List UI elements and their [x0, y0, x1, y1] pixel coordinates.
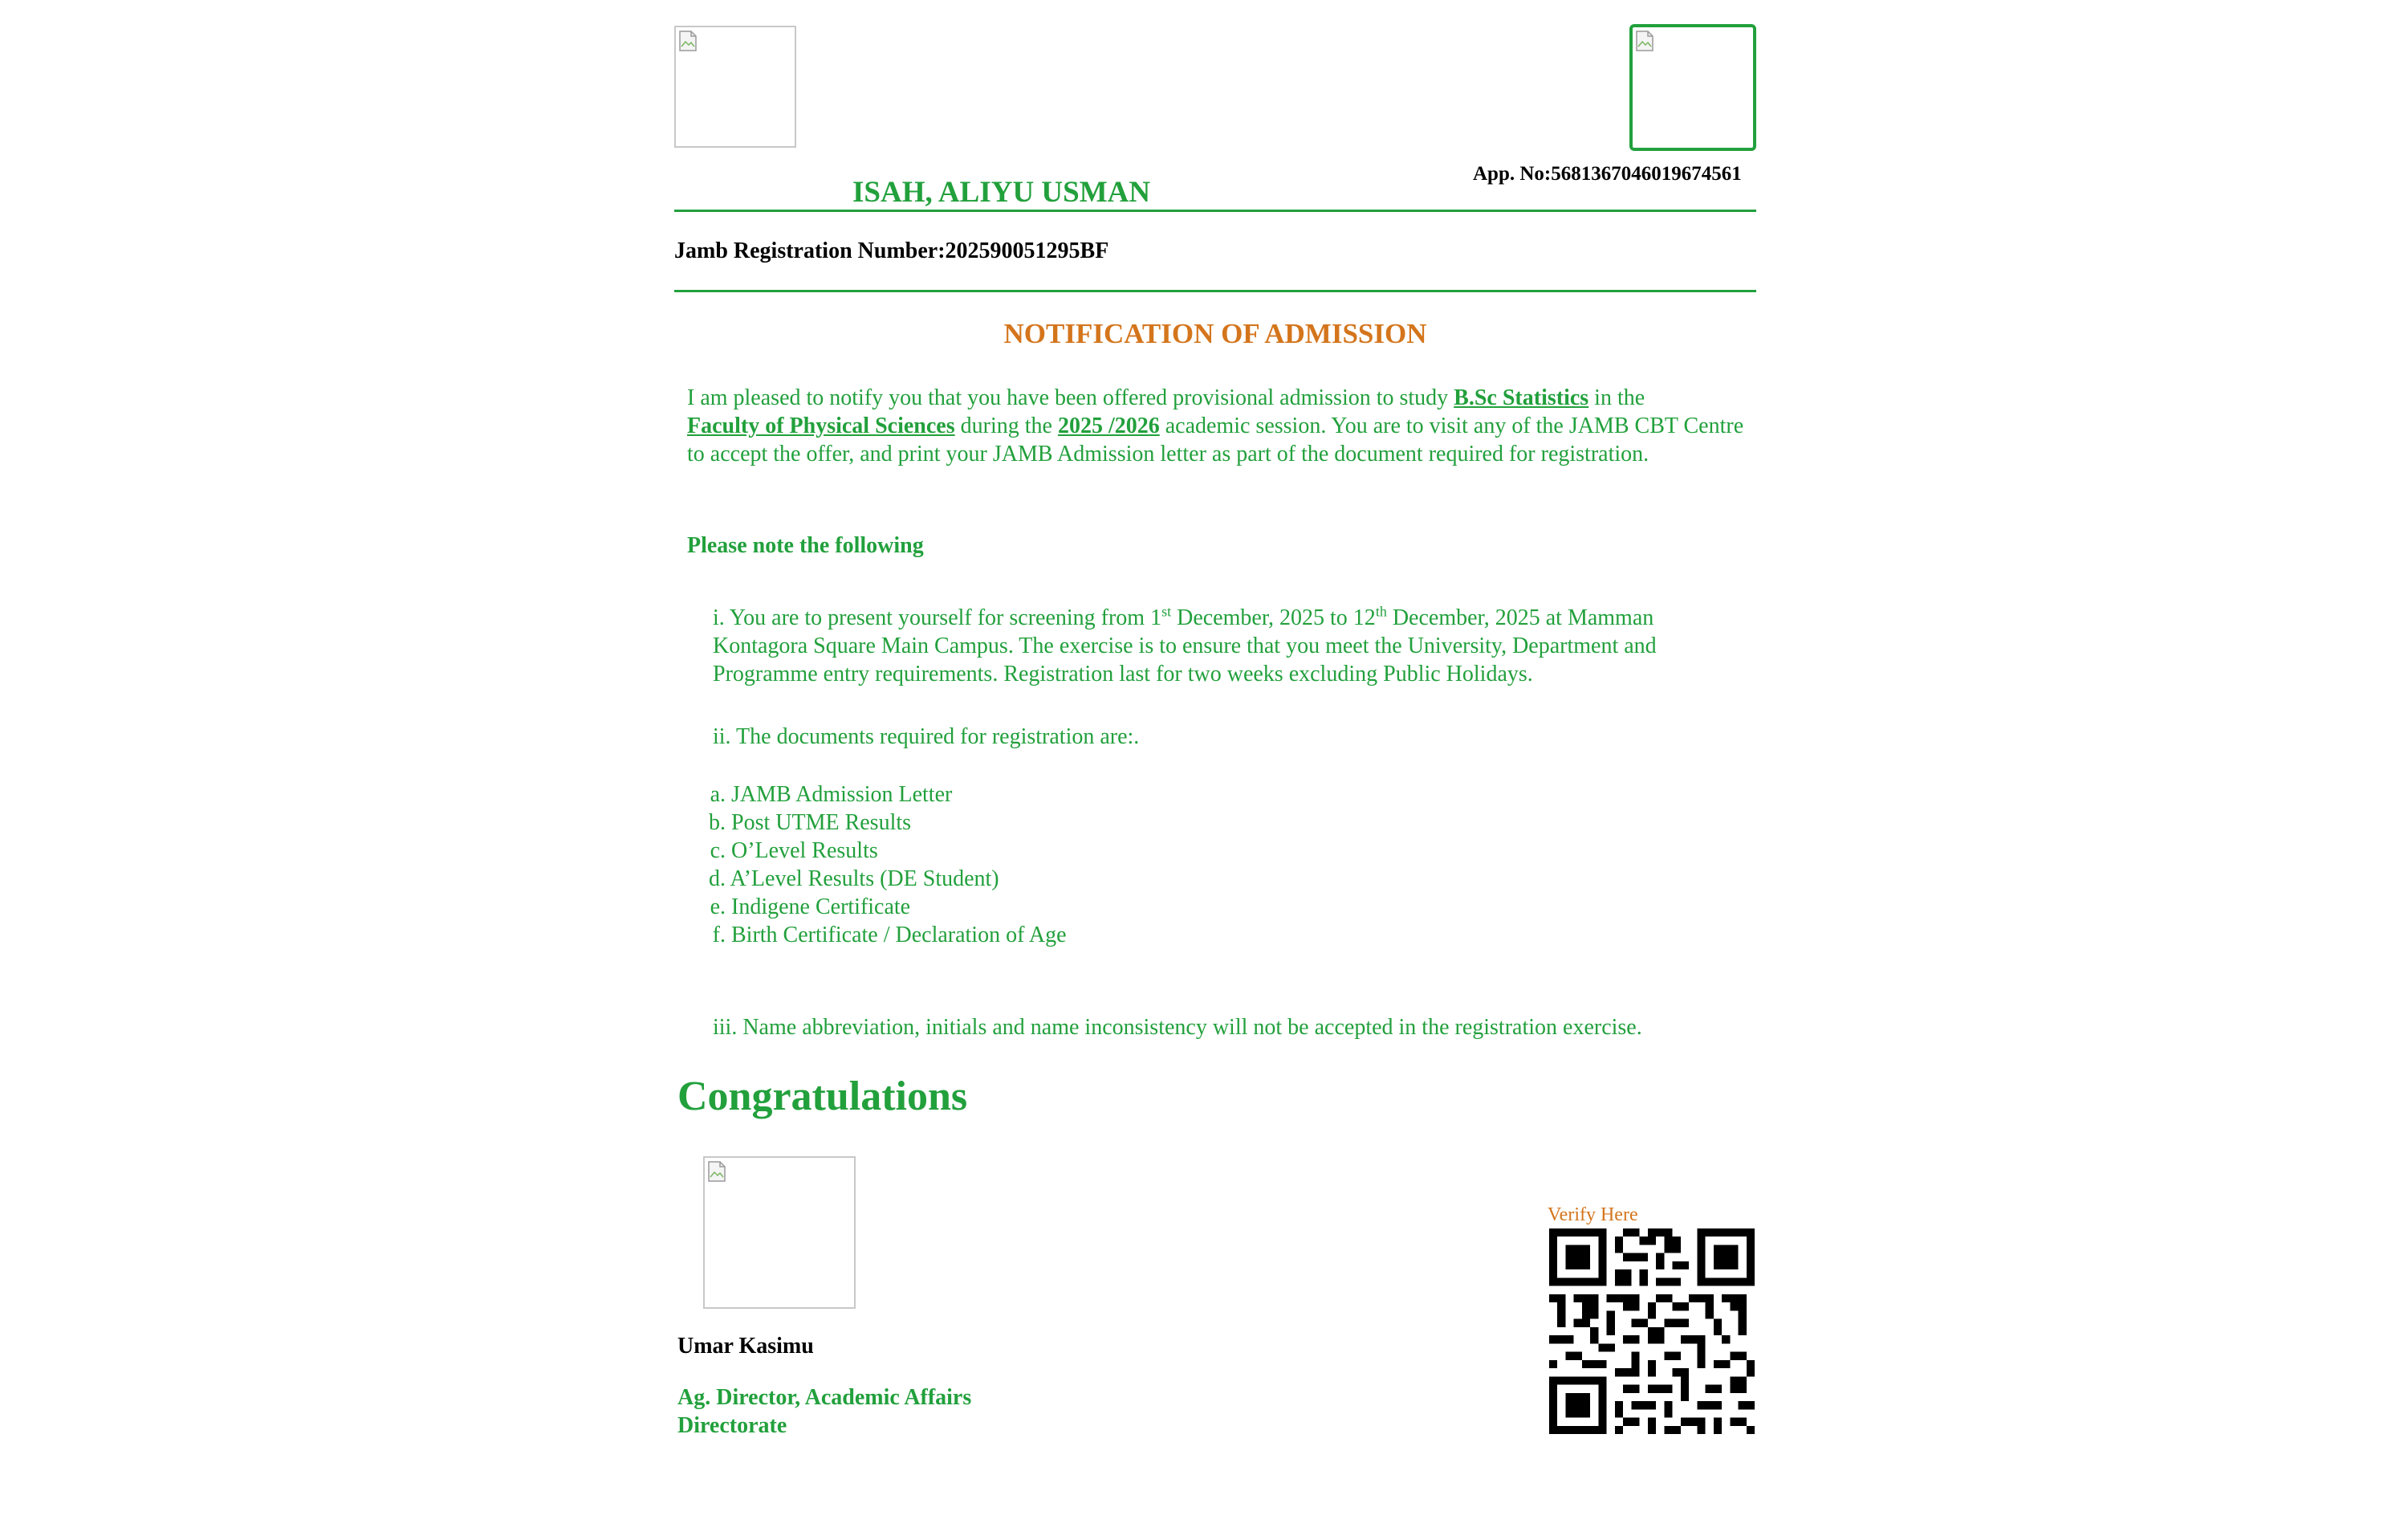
jamb-value: 202590051295BF	[945, 238, 1109, 263]
list-item	[702, 780, 952, 809]
jamb-registration-number	[674, 238, 1108, 264]
candidate-name: ISAH, ALIYU USMAN	[852, 176, 1151, 209]
university-logo-image	[674, 26, 796, 148]
list-marker: c.	[710, 838, 726, 863]
note-i-text-2: December, 2025 to 12	[1171, 605, 1376, 630]
signatory-title-line-1: Ag. Director, Academic Affairs	[677, 1385, 972, 1410]
note-i-sup-2: th	[1375, 603, 1387, 620]
signatory-title-line-2: Directorate	[677, 1413, 787, 1438]
notification-title: NOTIFICATION OF ADMISSION	[1003, 318, 1427, 349]
list-item	[702, 837, 878, 865]
offer-paragraph	[687, 384, 1747, 468]
list-text: A’Level Results (DE Student)	[730, 866, 999, 891]
qr-code-icon[interactable]	[1549, 1228, 1755, 1434]
app-no-value: 5681367046019674561	[1551, 163, 1742, 185]
header-divider-top	[674, 210, 1756, 212]
broken-image-icon	[679, 31, 697, 51]
verify-label: Verify Here	[1548, 1204, 1638, 1225]
offer-text-2: in the	[1588, 385, 1645, 410]
signatory-name: Umar Kasimu	[677, 1334, 814, 1359]
offer-text-1: I am pleased to notify you that you have been offered provisional admission to study	[687, 385, 1454, 410]
jamb-label: Jamb Registration Number:	[674, 238, 946, 263]
list-marker: d.	[709, 866, 726, 891]
application-number	[1473, 163, 1742, 185]
candidate-passport-photo	[1629, 24, 1756, 151]
broken-image-icon	[1636, 31, 1653, 51]
faculty-name: Faculty of Physical Sciences	[687, 414, 955, 438]
list-marker: f.	[712, 923, 726, 947]
note-screening	[713, 604, 1748, 688]
signatory-title	[677, 1383, 971, 1440]
congratulations-heading: Congratulations	[677, 1074, 968, 1119]
note-i-sup-1: st	[1161, 603, 1172, 620]
note-documents-intro: ii. The documents required for registration are:.	[713, 724, 1140, 749]
signature-image	[703, 1156, 856, 1309]
note-name-consistency: iii. Name abbreviation, initials and name inconsistency will not be accepted in the registration exercise.	[713, 1015, 1642, 1040]
note-heading: Please note the following	[687, 533, 924, 558]
programme-name: B.Sc Statistics	[1454, 385, 1589, 410]
header-divider-bottom	[674, 290, 1756, 292]
list-text: O’Level Results	[731, 838, 878, 863]
list-text: Indigene Certificate	[731, 894, 911, 919]
app-no-label: App. No:	[1473, 163, 1552, 185]
list-item	[702, 893, 910, 921]
list-marker: b.	[709, 810, 726, 835]
offer-text-4: academic session. You are to visit any of the JAMB CBT Centre to accept the offer, and print your JAMB Admission letter as part of the document required for registration.	[687, 414, 1744, 467]
academic-session: 2025 /2026	[1057, 414, 1160, 438]
note-i-text-3: December, 2025 at Mamman Kontagora Square Main Campus. The exercise is to ensure that you meet the University, Department and Programme entry requirements. Registration last for two weeks excluding Public Holidays.	[713, 605, 1657, 687]
offer-text-3: during the	[954, 414, 1058, 438]
list-text: Post UTME Results	[731, 810, 912, 835]
list-text: JAMB Admission Letter	[731, 782, 953, 807]
list-text: Birth Certificate / Declaration of Age	[731, 923, 1067, 947]
list-marker: a.	[710, 782, 726, 807]
list-item	[702, 809, 911, 837]
note-i-text-1: i. You are to present yourself for screening from 1	[713, 605, 1162, 630]
list-marker: e.	[710, 894, 726, 919]
list-item	[702, 865, 999, 893]
broken-image-icon	[708, 1161, 726, 1182]
list-item	[702, 921, 1067, 949]
admission-letter	[674, 0, 1747, 1536]
